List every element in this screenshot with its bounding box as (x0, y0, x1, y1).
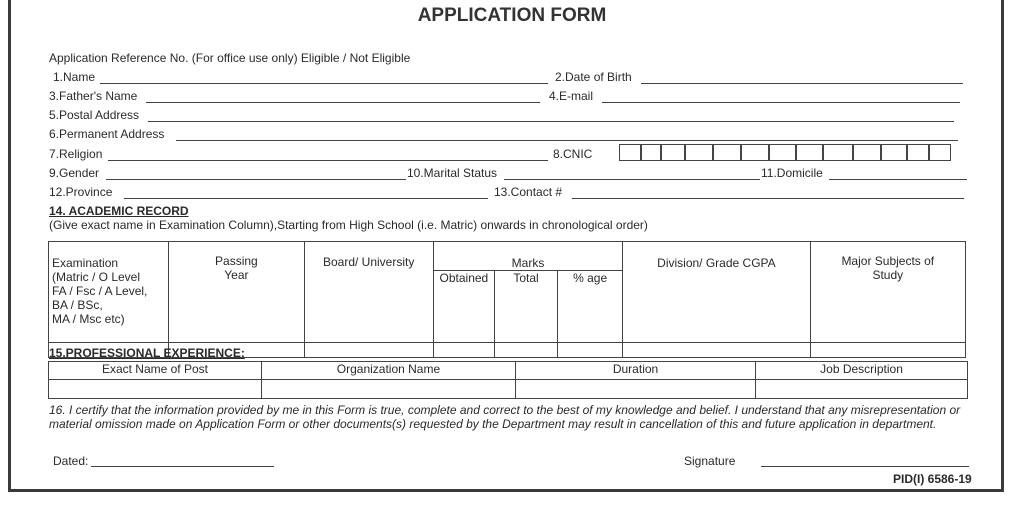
religion-label: 7.Religion (49, 147, 103, 161)
academic-record-note: (Give exact name in Examination Column),Starting from High School (i.e. Matric) onwards in chronological order) (49, 218, 648, 232)
post-name-header: Exact Name of Post (49, 362, 262, 380)
marks-percent-header: % age (558, 271, 623, 343)
marital-status-field[interactable] (504, 179, 760, 180)
cnic-digit-box[interactable] (769, 144, 796, 161)
table-row[interactable] (49, 380, 968, 399)
professional-experience-table (48, 361, 968, 399)
domicile-field[interactable] (829, 179, 967, 180)
cnic-digit-box[interactable] (907, 144, 929, 161)
marks-total-header: Total (494, 271, 557, 343)
marital-status-label: 10.Marital Status (407, 166, 498, 180)
cnic-digit-box[interactable] (853, 144, 881, 161)
organization-name-header: Organization Name (261, 362, 515, 380)
academic-record-table (48, 241, 966, 358)
board-university-header: Board/ University (304, 242, 433, 343)
division-grade-header: Division/ Grade CGPA (623, 242, 810, 343)
signature-label: Signature (684, 454, 736, 468)
cnic-digit-box[interactable] (641, 144, 661, 161)
name-label: 1.Name (53, 70, 96, 84)
postal-address-label: 5.Postal Address (49, 108, 140, 122)
passing-year-header: Passing Year (169, 242, 304, 343)
gender-label: 9.Gender (49, 166, 100, 180)
cnic-digit-box[interactable] (741, 144, 769, 161)
certification-text: 16. I certify that the information provided by me in this Form is true, complete and correct to the best of my knowledge and belief. I understand that any misrepresentation or material omission made on Application Form or other documents(s) requested by the Department may result in cancellation of this and future application in department. (49, 403, 961, 431)
examination-header: Examination (Matric / O Level FA / Fsc / A Level, BA / BSc, MA / Msc etc) (49, 242, 169, 343)
cnic-digit-box[interactable] (713, 144, 741, 161)
marks-header: Marks (433, 242, 622, 271)
academic-record-heading: 14. ACADEMIC RECORD (49, 204, 189, 218)
cnic-digit-box[interactable] (823, 144, 853, 161)
cnic-digit-box[interactable] (881, 144, 907, 161)
permanent-address-field[interactable] (176, 140, 958, 141)
major-subjects-header: Major Subjects of Study (810, 242, 965, 343)
marks-obtained-header: Obtained (433, 271, 494, 343)
reference-line: Application Reference No. (For office use only) Eligible / Not Eligible (49, 51, 411, 65)
cnic-label: 8.CNIC (553, 147, 593, 161)
domicile-label: 11.Domicile (761, 166, 823, 180)
permanent-address-label: 6.Permanent Address (49, 127, 165, 141)
email-label: 4.E-mail (549, 89, 594, 103)
email-field[interactable] (602, 102, 960, 103)
religion-field[interactable] (108, 160, 548, 161)
dob-field[interactable] (641, 83, 963, 84)
postal-address-field[interactable] (148, 121, 954, 122)
gender-field[interactable] (106, 179, 406, 180)
professional-experience-heading: 15.PROFESSIONAL EXPERIENCE: (49, 346, 245, 360)
signature-field[interactable] (761, 466, 969, 467)
form-title: APPLICATION FORM (417, 5, 607, 26)
cnic-digit-box[interactable] (685, 144, 713, 161)
dob-label: 2.Date of Birth (555, 70, 632, 84)
cnic-digit-box[interactable] (929, 144, 951, 161)
cnic-digit-box[interactable] (661, 144, 685, 161)
dated-label: Dated: (53, 454, 89, 468)
dated-field[interactable] (91, 466, 274, 467)
duration-header: Duration (516, 362, 756, 380)
name-field[interactable] (100, 83, 548, 84)
job-description-header: Job Description (756, 362, 968, 380)
contact-field[interactable] (572, 198, 964, 199)
pid-number: PID(I) 6586-19 (893, 472, 972, 486)
cnic-digit-box[interactable] (796, 144, 823, 161)
contact-label: 13.Contact # (494, 185, 563, 199)
cnic-digit-box[interactable] (619, 144, 641, 161)
father-name-field[interactable] (146, 102, 540, 103)
father-name-label: 3.Father's Name (49, 89, 138, 103)
province-field[interactable] (124, 198, 488, 199)
province-label: 12.Province (49, 185, 113, 199)
